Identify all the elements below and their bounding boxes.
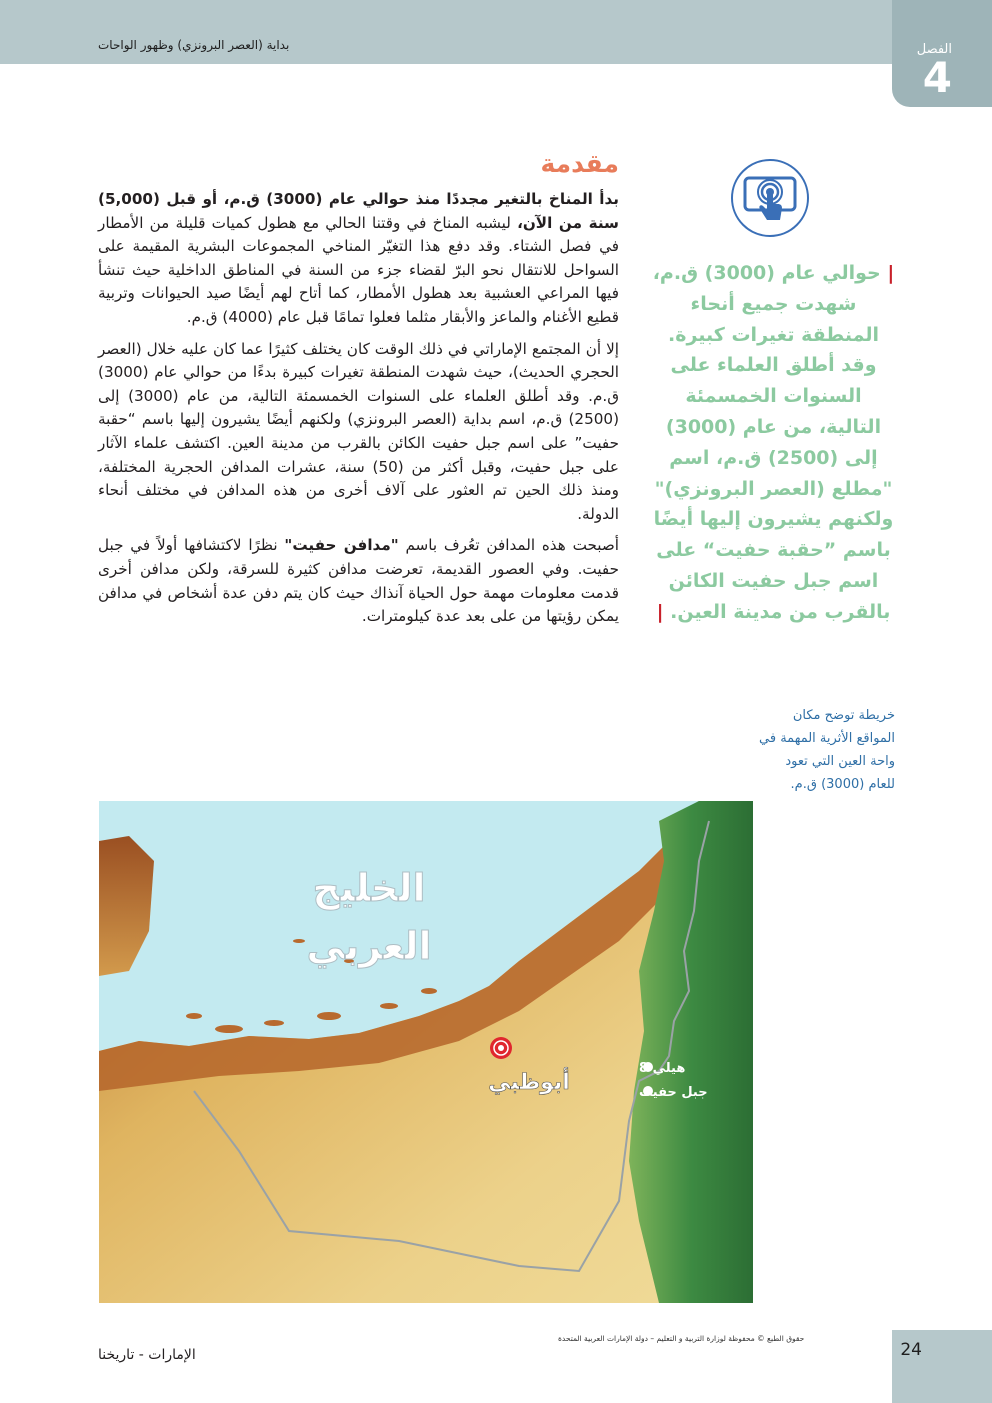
site-hafit-label: جبل حفيت bbox=[639, 1085, 708, 1100]
main-text-column bbox=[98, 148, 619, 637]
city-label: أبوظبي bbox=[488, 1070, 570, 1095]
touch-screen-icon bbox=[730, 158, 810, 238]
paragraph-1 bbox=[98, 188, 619, 330]
sea-label-line2: العربي bbox=[306, 924, 432, 968]
pull-quote-text: حوالي عام (3000) ق.م، شهدت جميع أنحاء المنطقة تغيرات كبيرة. وقد أطلق العلماء على السنوات الخمسمئة التالية، من عام (3000) إلى (2500) ق.م، اسم "مطلع (العصر البرونزي)" ولكنهم يشيرون إليها أيضًا باسم ”حقبة حفيت“ على اسم جبل حفيت الكائن بالقرب من مدينة العين. bbox=[652, 262, 894, 623]
paragraph-3 bbox=[98, 534, 619, 628]
quote-mark-start: | bbox=[887, 262, 895, 284]
paragraph-1-text: ليشبه المناخ في وقتنا الحالي مع هطول كميات قليلة من الأمطار في فصل الشتاء. وقد دفع هذا التغيّر المناخي المجموعات البشرية المقيمة على السواحل للانتقال نحو البرّ لقضاء جزء من السنة في المناطق الداخلية حيث تنشأ فيها المراعي العشبية بعد هطول الأمطار، كما أتاح لهم أيضًا صيد الحيوانات وتربية قطيع الأغنام والماعز والأبقار مثلما فعلوا تمامًا قبل عام (4000) ق.م. bbox=[98, 213, 619, 326]
sea-label-line1: الخليج bbox=[312, 866, 426, 910]
footer-country: الإمارات - تاريخنا bbox=[98, 1347, 196, 1363]
section-heading: مقدمة bbox=[540, 149, 619, 178]
paragraph-3-post: نظرًا لاكتشافها أولاً في جبل حفيت. وفي العصور القديمة، تعرضت مدافن كثيرة للسرقة، ولكن مدافن أخرى قدمت معلومات مهمة حول الحياة آنذاك حيث كان يتم دفن عدة أشخاص في مدافن يمكن رؤيتها من على بعد عدة كيلومترات. bbox=[98, 536, 619, 626]
chapter-label: الفصل bbox=[916, 42, 952, 57]
paragraph-3-pre: أصبحت هذه المدافن تعُرف باسم bbox=[398, 536, 619, 555]
map-caption: خريطة توضح مكان المواقع الأثرية المهمة في واحة العين التي تعود للعام (3000) ق.م. bbox=[759, 708, 895, 792]
quote-mark-end: | bbox=[656, 600, 664, 623]
paragraph-1-bold: بدأ المناخ بالتغير مجددًا منذ حوالي عام (3000) ق.م، أو قبل (5,000) سنة من الآن، bbox=[98, 190, 619, 232]
chapter-tab bbox=[892, 0, 992, 107]
pull-quote bbox=[652, 258, 895, 628]
chapter-number: 4 bbox=[922, 53, 952, 102]
map-graphic bbox=[99, 801, 753, 1303]
running-title: بداية (العصر البرونزي) وظهور الواحات bbox=[98, 38, 290, 52]
page-number: 24 bbox=[900, 1340, 922, 1360]
footer-copyright: حقوق الطبع © محفوظة لوزارة التربية و التعليم – دولة الإمارات العربية المتحدة bbox=[558, 1334, 805, 1343]
paragraph-2: إلا أن المجتمع الإماراتي في ذلك الوقت كان يختلف كثيرًا عما كان عليه خلال (العصر الحجري الحديث)، حيث شهدت المنطقة تغيرات كبيرة بدءًا من حوالي عام (3000) ق.م. وقد أطلق العلماء على السنوات الخمسمئة التالية، من عام (3000) إلى (2500) ق.م، اسم بداية (العصر البرونزي) ولكنهم أيضًا يشيرون إليها باسم “حقبة حفيت” على اسم جبل حفيت الكائن بالقرب من مدينة العين. اكتشف علماء الآثار على جبل حفيت، وقبل أكثر من (50) سنة، عشرات المدافن الحجرية المختلفة، ومنذ ذلك الحين تم العثور على آلاف أخرى من هذه المدافن في مختلف أنحاء الدولة. bbox=[98, 339, 619, 523]
top-bar bbox=[0, 0, 992, 64]
abu-dhabi-marker bbox=[490, 1037, 512, 1059]
paragraph-3-bold: "مدافن حفيت" bbox=[284, 536, 399, 555]
site-hili-label: هيلي 8 bbox=[639, 1061, 686, 1076]
uae-map bbox=[99, 801, 753, 1303]
page-number-tab bbox=[892, 1330, 992, 1403]
